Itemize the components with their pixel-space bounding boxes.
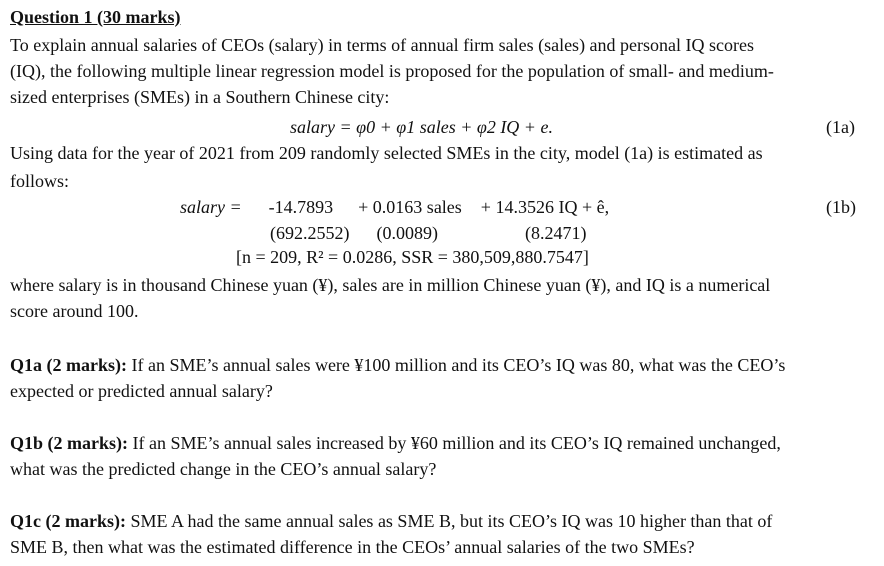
q1a-label: Q1a (2 marks): bbox=[10, 355, 127, 375]
estimated-equation bbox=[180, 196, 609, 218]
estimated-lhs: salary = bbox=[180, 197, 242, 217]
intro-line-2: (IQ), the following multiple linear regression model is proposed for the population of small- and medium- bbox=[10, 61, 774, 81]
q1b-label: Q1b (2 marks): bbox=[10, 433, 128, 453]
se-iq: (8.2471) bbox=[525, 223, 587, 243]
q1a-text-1: If an SME’s annual sales were ¥100 million and its CEO’s IQ was 80, what was the CEO’s bbox=[131, 355, 786, 375]
q1b-line-2: what was the predicted change in the CEO’s annual salary? bbox=[10, 459, 437, 479]
estimated-iq-term: + 14.3526 IQ + ê, bbox=[480, 197, 610, 217]
intro-line-3: sized enterprises (SMEs) in a Southern Chinese city: bbox=[10, 87, 390, 107]
question-title: Question 1 (30 marks) bbox=[10, 7, 181, 27]
estimation-line-2: follows: bbox=[10, 171, 70, 191]
standard-errors bbox=[270, 222, 587, 244]
q1a-line-2: expected or predicted annual salary? bbox=[10, 381, 273, 401]
estimated-intercept: -14.7893 bbox=[268, 197, 334, 217]
q1a-line-1 bbox=[10, 354, 785, 376]
q1c-line-2: SME B, then what was the estimated difference in the CEOs’ annual salaries of the two SMEs? bbox=[10, 537, 695, 557]
intro-line-1: To explain annual salaries of CEOs (salary) in terms of annual firm sales (sales) and personal IQ scores bbox=[10, 35, 755, 55]
se-intercept: (692.2552) bbox=[270, 223, 350, 243]
equation-tag-1a: (1a) bbox=[826, 117, 855, 137]
q1c-line-1 bbox=[10, 510, 772, 532]
model-equation: salary = φ0 + φ1 sales + φ2 IQ + e. bbox=[290, 117, 553, 137]
q1b-line-1 bbox=[10, 432, 781, 454]
estimation-line-1: Using data for the year of 2021 from 209 randomly selected SMEs in the city, model (1a) is estimated as bbox=[10, 143, 763, 163]
q1b-text-1: If an SME’s annual sales increased by ¥60 million and its CEO’s IQ remained unchanged, bbox=[132, 433, 781, 453]
regression-stats: [n = 209, R² = 0.0286, SSR = 380,509,880.7547] bbox=[236, 247, 589, 267]
units-line-1: where salary is in thousand Chinese yuan (¥), sales are in million Chinese yuan (¥), and IQ is a numerical bbox=[10, 275, 771, 295]
q1c-text-1: SME A had the same annual sales as SME B, but its CEO’s IQ was 10 higher than that of bbox=[130, 511, 773, 531]
estimated-sales-term: + 0.0163 sales bbox=[358, 197, 462, 217]
units-line-2: score around 100. bbox=[10, 301, 139, 321]
equation-tag-1b: (1b) bbox=[826, 197, 856, 217]
q1c-label: Q1c (2 marks): bbox=[10, 511, 126, 531]
se-sales: (0.0089) bbox=[376, 223, 438, 243]
